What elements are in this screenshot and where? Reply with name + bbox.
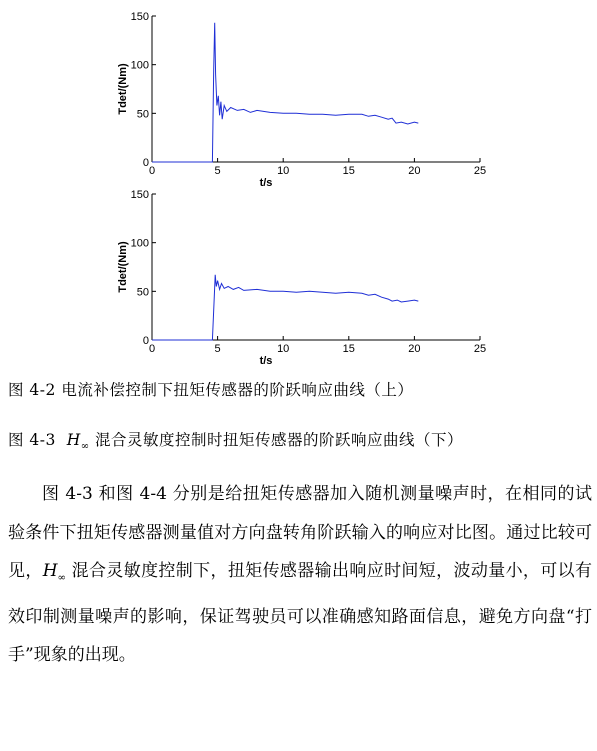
h-letter: H	[42, 561, 58, 581]
x-tick-label: 10	[277, 165, 290, 177]
series-line	[152, 23, 418, 162]
figure-caption-4-3	[8, 428, 463, 452]
infinity-subscript: ∞	[80, 441, 90, 453]
series-line	[152, 275, 418, 340]
x-tick-label: 0	[148, 343, 156, 355]
paragraph-part-2: 混合灵敏度控制下，扭矩传感器输出响应时间短，波动量小，可以有效印制测量噪声的影响，保证驾驶员可以准确感知路面信息，避免方向盘“打手”现象的出现。	[8, 561, 593, 666]
x-axis-label: t/s	[259, 355, 273, 367]
y-tick-label: 150	[130, 11, 149, 23]
x-tick-label: 15	[342, 165, 355, 177]
y-tick-label: 0	[142, 335, 149, 347]
chart-top-svg	[100, 4, 500, 194]
x-tick-label: 20	[408, 343, 421, 355]
x-axis-label: t/s	[259, 177, 273, 189]
paragraph-part-1: 图 4-3 和图 4-4 分别是给扭矩传感器加入随机测量噪声时，在相同的试验条件下扭矩传感器测量值对方向盘转角阶跃输入的响应对比图。通过比较可见，	[8, 484, 592, 581]
y-axis-label: Tdet/(Nm)	[117, 63, 129, 115]
x-tick-label: 10	[277, 343, 290, 355]
chart-top	[100, 4, 500, 194]
body-paragraph	[8, 475, 592, 675]
y-tick-label: 100	[130, 237, 149, 250]
x-tick-label: 15	[342, 343, 355, 355]
infinity-subscript: ∞	[57, 572, 66, 584]
caption-prefix: 图 4-3	[8, 431, 67, 449]
paragraph-text	[8, 475, 592, 675]
h-infinity-symbol	[42, 561, 66, 584]
y-tick-label: 50	[136, 286, 149, 299]
chart-bottom-svg	[100, 182, 500, 372]
x-tick-label: 20	[408, 165, 421, 177]
x-tick-label: 0	[148, 165, 156, 177]
x-tick-label: 25	[473, 343, 487, 355]
y-axis-label: Tdet/(Nm)	[117, 241, 129, 293]
h-letter: H	[66, 431, 81, 449]
caption-text: 图 4-2 电流补偿控制下扭矩传感器的阶跃响应曲线（上）	[8, 381, 414, 399]
x-tick-label: 5	[214, 343, 221, 355]
chart-bottom	[100, 182, 500, 372]
y-tick-label: 100	[130, 59, 149, 72]
caption-suffix: 混合灵敏度控制时扭矩传感器的阶跃响应曲线（下）	[89, 431, 464, 449]
h-infinity-symbol	[66, 431, 90, 453]
figure-caption-4-2	[8, 378, 413, 400]
y-tick-label: 50	[136, 108, 149, 121]
y-tick-label: 150	[130, 189, 149, 201]
y-tick-label: 0	[142, 157, 149, 169]
x-tick-label: 25	[473, 165, 487, 177]
x-tick-label: 5	[214, 165, 221, 177]
